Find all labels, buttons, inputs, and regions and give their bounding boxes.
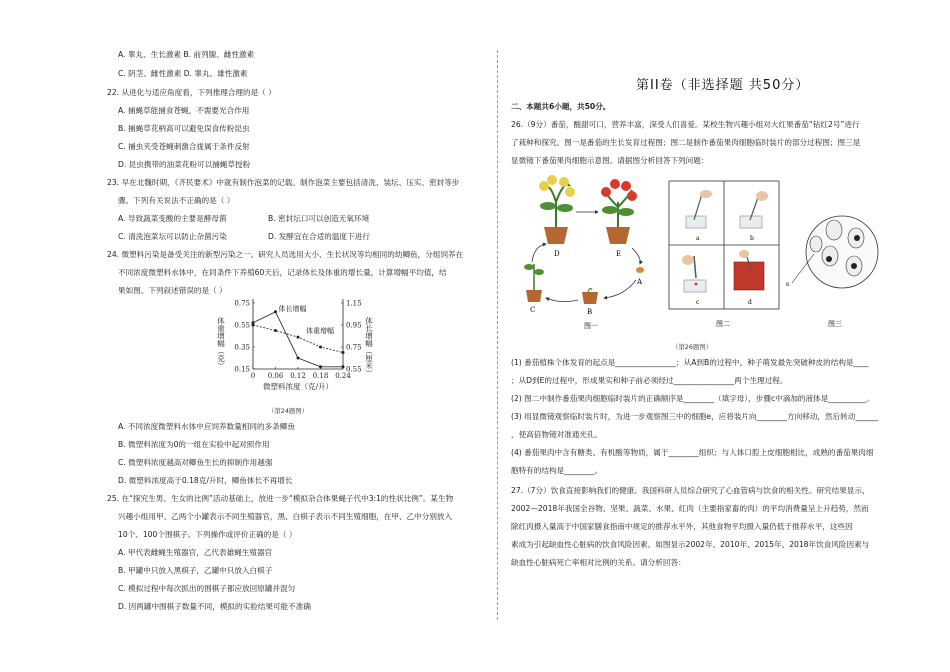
q24-stem-cont: 不同浓度微塑料水体中，在同条件下养殖60天后，记录体长及体重的增长量，计算增幅平均值，结 xyxy=(118,268,447,277)
q25-option-c: C. 模拟过程中每次抓出的围棋子都应放回原罐并混匀 xyxy=(118,584,296,593)
stage-e-label: E xyxy=(616,250,622,258)
q23-option-b: B. 密封坛口可以创造无氧环境 xyxy=(268,214,370,223)
plant-b-icon xyxy=(582,288,598,304)
x-tick-label: 0.12 xyxy=(290,372,306,380)
q25-stem-cont2: 10个、100个围棋子。下列操作或评价正确的是（ ） xyxy=(118,530,297,539)
q26-part4: (4) 番茄果肉中含有糖类、有机酸等物质，属于________组织；与人体口腔上皮细胞相比，成熟的番茄果肉细 xyxy=(511,448,874,457)
step-c-label: c xyxy=(696,299,700,306)
q27-intro-2: 2002—2018年我国全谷物、坚果、蔬菜、水果、红肉（主要指家畜的肉）的平均消费量呈上升趋势，然而 xyxy=(511,504,869,513)
q27-intro-3: 除红肉摄入量高于中国家膳食指南中规定的推荐水平外，其他食物平均摄入量仍低于推荐水平，这些因 xyxy=(511,522,853,531)
q27-intro-5: 缺血性心脏病死亡率相对比例的关系。请分析回答： xyxy=(511,558,686,567)
series-label-weight: 体重增幅 xyxy=(306,327,334,336)
step-d-icon xyxy=(734,250,764,290)
y-left-tick-label: 0.55 xyxy=(234,321,250,330)
stage-a-label: A xyxy=(637,278,643,286)
series-point xyxy=(274,310,277,313)
series-point xyxy=(274,329,277,332)
cell-e-label: e xyxy=(786,281,790,288)
step-b-icon xyxy=(740,191,768,228)
q22-option-a: A. 捕蝇草能捕食苍蝇，不需要光合作用 xyxy=(118,106,250,115)
q23-option-a: A. 导致蔬菜变酸的主要是酵母菌 xyxy=(118,214,227,223)
q27-intro-4: 素成为引起缺血性心脏病的饮食风险因素。如图显示2002年、2010年、2015年、2018年饮食风险因素与 xyxy=(511,540,870,549)
y-right-tick-label: 1.15 xyxy=(346,299,362,308)
figure-1-life-cycle xyxy=(520,172,660,334)
q26-part1: (1) 番茄植株个体发育的起点是________________；从A到B的过程中，种子萌发最先突破种皮的结构是____ xyxy=(511,358,869,367)
series-label-length: 体长增幅 xyxy=(278,304,307,313)
q25-option-b: B. 甲罐中只放入黑棋子，乙罐中只放入白棋子 xyxy=(118,566,273,575)
series-point xyxy=(252,324,255,327)
seed-a-icon xyxy=(636,267,644,273)
y-axis-left-label: 体重增幅（克） xyxy=(216,317,226,370)
q26-part3: (3) 用显微镜观察临时装片时，为进一步观察图三中的细胞e，应将装片向________方向移动，然后转动______ xyxy=(511,412,879,421)
stage-d-label: D xyxy=(554,250,560,258)
q26-intro-3: 显微镜下番茄果肉细胞示意图。请据图分析回答下列问题： xyxy=(511,156,709,165)
q26-part3-cont: ，使高倍物镜对准通光孔。 xyxy=(511,430,603,439)
q23-stem-cont: 骤。下列有关说法不正确的是（ ） xyxy=(118,196,235,205)
q21-options-ab: A. 睾丸、生长激素 B. 前列腺、雌性激素 xyxy=(118,50,255,59)
q26-part4-cont: 胞特有的结构是________。 xyxy=(511,466,603,475)
step-b-label: b xyxy=(750,235,754,242)
x-tick-label: 0 xyxy=(250,372,256,380)
q25-option-d: D. 因两罐中围棋子数量不同，模拟的实验结果可能不准确 xyxy=(118,602,311,611)
y-right-tick-label: 0.55 xyxy=(346,365,362,374)
q22-option-b: B. 捕蝇草花柄高可以避免误食传粉昆虫 xyxy=(118,124,250,133)
q26-part2: (2) 图二中制作番茄果肉细胞临时装片的正确顺序是________（填字母），步骤c中滴加的液体是__________。 xyxy=(511,394,874,403)
series-point xyxy=(319,346,322,349)
page-divider xyxy=(497,50,498,620)
q22-stem: 22. 从进化与适应角度看，下列推理合理的是（ ） xyxy=(107,88,276,97)
step-a-label: a xyxy=(696,235,700,242)
q24-stem: 24. 微塑料污染是备受关注的新型污染之一。研究人员选用大小、生长状况等均相同的幼鲫鱼，分组饲养在 xyxy=(107,250,464,259)
q22-option-c: C. 捕虫夹受苍蝇刺激合拢属于条件反射 xyxy=(118,142,250,151)
q27-intro-1: 27.（7分）饮食直接影响我们的健康。我国科研人员综合研究了心血管病与饮食的相关性。研究结果显示， xyxy=(511,486,870,495)
q24-option-c: C. 微塑料浓度越高对鲫鱼生长的抑制作用越强 xyxy=(118,458,273,467)
series-point xyxy=(319,365,322,368)
q26-figure-caption: （第26题图） xyxy=(672,343,713,351)
y-axis-right-label: 体长增幅（厘米） xyxy=(364,317,374,377)
y-right-tick-label: 0.95 xyxy=(346,321,362,330)
q25-stem: 25. 在“探究生男、生女的比例”活动基础上，放进一步“模拟杂合体果蝇子代中3:1的性状比例”。某生物 xyxy=(107,494,454,503)
x-axis-label: 微塑料浓度（克/升） xyxy=(262,382,334,391)
y-left-tick-label: 0.75 xyxy=(234,299,250,308)
q24-option-b: B. 微塑料浓度为0的一组在实验中起对照作用 xyxy=(118,440,270,449)
q23-stem: 23. 早在北魏时期，《齐民要术》中就有制作泡菜的记载。制作泡菜主要包括清洗、装坛、压实、密封等步 xyxy=(107,178,460,187)
section-title: 第II卷（非选择题 共50分） xyxy=(636,78,810,93)
figure-2-slide-steps xyxy=(668,180,780,330)
q26-intro-1: 26.（9分）番茄，酸甜可口，营养丰富，深受人们喜爱。某校生物兴趣小组对大红果番茄“钻红2号”进行 xyxy=(511,120,860,129)
y-left-tick-label: 0.35 xyxy=(234,343,250,352)
series-point xyxy=(342,351,345,354)
plant-e-icon xyxy=(601,179,637,244)
plant-d-icon xyxy=(539,175,575,244)
part-title: 二、本题共6小题，共50分。 xyxy=(511,102,611,111)
step-d-label: d xyxy=(748,299,752,306)
q23-option-c: C. 清洗泡菜坛可以防止杂菌污染 xyxy=(118,232,227,241)
q24-option-d: D. 微塑料浓度高于0.18克/升时，鲫鱼体长不再增长 xyxy=(118,476,293,485)
series-point xyxy=(342,365,345,368)
q25-option-a: A. 甲代表雌蝇生殖器官，乙代表雄蝇生殖器官 xyxy=(118,548,273,557)
q24-chart xyxy=(215,295,375,395)
step-c-icon xyxy=(682,255,706,292)
figure-1-label: 图一 xyxy=(584,322,598,330)
x-tick-label: 0.24 xyxy=(335,372,351,380)
step-a-icon xyxy=(686,190,712,228)
series-point xyxy=(297,336,300,339)
series-point xyxy=(297,357,300,360)
plant-c-icon xyxy=(524,264,544,302)
figure-3-label: 图三 xyxy=(828,320,842,328)
q21-options-cd: C. 阴茎、雌性激素 D. 睾丸、雄性激素 xyxy=(118,69,248,78)
q24-option-a: A. 不同浓度微塑料水体中应饲养数量相同的多条鲫鱼 xyxy=(118,422,295,431)
figure-2-label: 图二 xyxy=(716,320,730,328)
q23-option-d: D. 发酵宜在合适的温度下进行 xyxy=(268,232,370,241)
q24-caption: （第24题图） xyxy=(268,407,309,415)
q24-stem-cont2: 果如图。下列叙述错误的是（ ） xyxy=(118,286,227,295)
q26-intro-2: 了栽种和探究。图一是番茄的生长发育过程图；图二是制作番茄果肉细胞临时装片的部分过程图；图三是 xyxy=(511,138,861,147)
y-left-tick-label: 0.15 xyxy=(234,365,250,374)
stage-c-label: C xyxy=(530,306,536,314)
q26-part1-cont: ；从D到E的过程中，形成果实和种子前必须经过________________两个生理过程。 xyxy=(511,376,788,385)
q25-stem-cont: 兴趣小组用甲、乙两个小罐表示不同生殖器官，黑、白棋子表示不同生殖细胞，在甲、乙中分别放入 xyxy=(118,512,453,521)
figure-3-cells xyxy=(784,204,882,330)
x-tick-label: 0.06 xyxy=(267,372,284,380)
q22-option-d: D. 昆虫携带的油菜花粉可以捕蝇草授粉 xyxy=(118,160,251,169)
stage-b-label: B xyxy=(587,308,593,316)
x-tick-label: 0.18 xyxy=(312,372,329,380)
y-right-tick-label: 0.75 xyxy=(346,343,362,352)
